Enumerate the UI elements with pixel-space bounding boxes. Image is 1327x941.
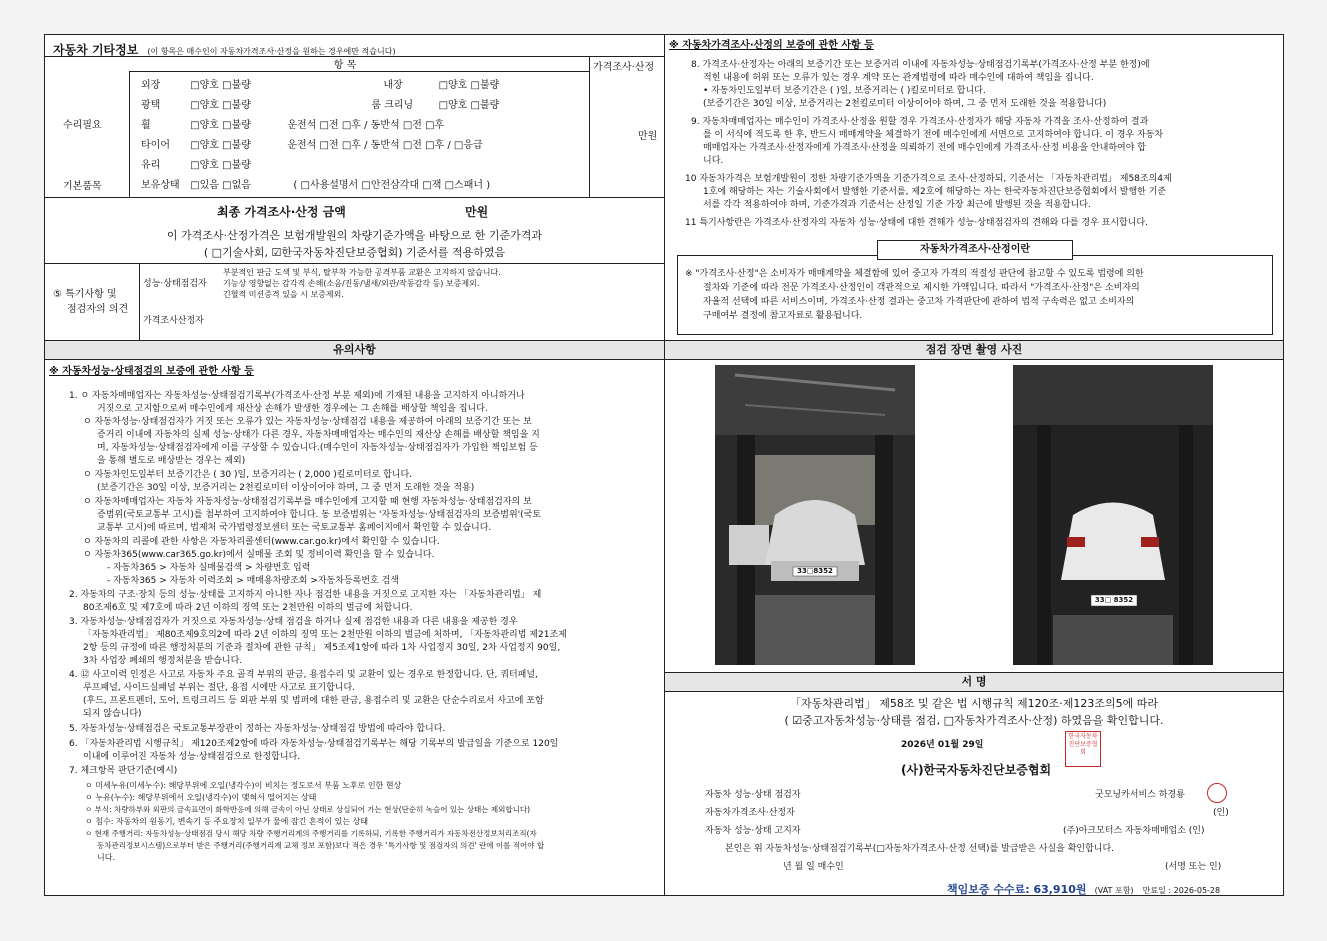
- notice-line: 7. 체크항목 판단기준(예시): [69, 766, 178, 776]
- right-top-section: [665, 35, 1283, 340]
- notice-line: 교통부 고시)에 따르며, 법제처 국가법령정보센터 또는 국토교통부 홈페이지에서 확인할 수 있습니다.: [97, 523, 492, 533]
- notice-line: 1. ㅇ 자동차매매업자는 자동차성능·상태점검기록부(가격조사·산정 부분 제외)에 기재된 내용을 고지하지 아니하거나: [69, 391, 525, 401]
- receipt-line: 본인은 위 자동차성능·상태점검기록부(□자동차가격조사·산정 선택)를 발급받은 사실을 확인합니다.: [725, 844, 1115, 854]
- notice-line: 이내에 이루어진 자동차 성능·상태점검으로 한정합니다.: [83, 752, 301, 762]
- buyer-line: 년 월 일 매수인: [783, 862, 844, 872]
- inspection-record-page: [44, 34, 1284, 896]
- check-row: [141, 79, 499, 92]
- notice-bar: 유의사항: [45, 341, 664, 360]
- check-row: [141, 99, 499, 112]
- criteria-line: 동차관리정보시스템)으로부터 받은 주행거리(주행거리계 교체 정보 포함)보다 적은 경우 '특기사항 및 점검자의 의견' 란에 이를 적어야 합: [97, 841, 545, 850]
- right-bottom-section: [665, 341, 1283, 895]
- guarantee-line: 9. 자동차매매업자는 매수인이 가격조사·산정을 원할 경우 가격조사·산정자가 해당 자동차 가격을 조사·산정하여 결과: [691, 117, 1149, 127]
- row-check[interactable]: □양호 □불량: [438, 80, 500, 91]
- row-check[interactable]: □양호 □불량: [190, 120, 251, 131]
- row-check[interactable]: □있음 □없음: [190, 180, 251, 191]
- criteria-line: ㅇ 미세누유(미세누수): 해당부위에 오일(냉각수)이 비치는 정도로서 부품 노후로 인한 현상: [85, 781, 402, 790]
- row-label: 보유상태: [141, 180, 180, 191]
- sign-line-2: ( ☑중고자동차성능·상태를 점검, □자동차가격조사·산정) 하였음을 확인합니다.: [784, 714, 1164, 727]
- notice-line: 4. ⑫ 사고이력 인정은 사고로 자동차 주요 골격 부위의 판금, 용접수리 및 교환이 있는 경우로 한정합니다. 단, 쿼터패널,: [69, 670, 538, 680]
- association-seal: [1065, 731, 1101, 767]
- notice-line: - 자동차365 > 자동차 이력조회 > 매매용차량조회 >자동차등록번호 검색: [107, 576, 399, 586]
- inspection-photo-rear: [1013, 365, 1213, 665]
- guarantee-line: 매매업자는 가격조사·산정자에게 가격조사·산정을 의뢰하기 전에 매수인에게 가격조사·산정 비용을 안내하여야 합: [703, 143, 1146, 153]
- row-label: 룸 크리닝: [371, 100, 414, 111]
- car-front-image: [715, 365, 915, 665]
- sig-value[interactable]: (주)아크모터스 자동차매매업소 (인): [1063, 826, 1205, 836]
- definition-line: 절차와 기준에 따라 전문 가격조사·산정인이 객관적으로 제시한 가액입니다. 따라서 "가격조사·산정"은 소비자의: [703, 283, 1140, 293]
- left-top-section: [45, 35, 664, 340]
- criteria-line: ㅇ 현재 주행거리: 자동차성능·상태점검 당시 해당 차량 주행거리계의 주행거리를 기록하되, 기록한 주행거리가 자동차전산정보처리조직(자: [85, 829, 537, 838]
- sig-label: 자동차 성능·상태 고지자: [705, 826, 801, 836]
- special-inspector-label: 성능·상태점검자: [143, 279, 207, 289]
- notice-line: 되지 않습니다): [83, 709, 142, 719]
- sig-value[interactable]: 굿모닝카서비스 하경룡: [1095, 790, 1185, 800]
- row-check[interactable]: □양호 □불량: [438, 100, 500, 111]
- repair-needed-label: 수리필요: [63, 120, 102, 131]
- left-bottom-section: [45, 341, 664, 895]
- guarantee-line: 니다.: [703, 156, 724, 166]
- price-definition-title: 자동차가격조사·산정이란: [877, 240, 1073, 260]
- sign-line-1: 「자동차관리법」 제58조 및 같은 법 시행규칙 제120조·제123조의5에 따라: [790, 697, 1158, 710]
- guarantee-line: • 자동차인도일부터 보증기간은 ( )일, 보증거리는 ( )킬로미터로 합니다.: [703, 86, 986, 96]
- special-appraiser-label: 가격조사산정자: [143, 316, 204, 326]
- col-header-price: 가격조사·산정: [593, 62, 655, 73]
- final-price-label: 최종 가격조사·산정 금액: [217, 205, 346, 219]
- criteria-line: ㅇ 부식: 차량하부와 외판의 금속표면이 화학반응에 의해 금속이 아닌 상태로 상실되어 가는 현상(단순히 녹슬어 있는 상태는 제외합니다): [85, 805, 530, 814]
- notice-line: 2항 등의 규정에 따른 행정처분의 기준과 절차에 관한 규칙」 제5조제1항에 따라 1차 사업정지 30일, 2차 사업정지 90일,: [83, 643, 561, 653]
- notice-line: ㅇ 자동차365(www.car365.go.kr)에서 실매물 조회 및 정비이력 확인을 할 수 있습니다.: [83, 550, 435, 560]
- row-check[interactable]: □양호 □불량: [190, 100, 251, 111]
- criteria-line: ㅇ 침수: 자동차의 원동기, 변속기 등 주요장치 일부가 물에 잠긴 흔적이 있는 상태: [85, 817, 369, 826]
- check-row: [141, 139, 483, 152]
- final-price-unit: 만원: [465, 205, 489, 219]
- sig-label: 자동차가격조사·산정자: [705, 808, 795, 818]
- notice-line: 2. 자동차의 구조·장치 등의 성능·상태를 고지하지 아니한 자나 점검한 내용을 거짓으로 고지한 자는 「자동차관리법」 제: [69, 590, 542, 600]
- car-rear-image: [1013, 365, 1213, 665]
- standard-line-1: 이 가격조사·산정가격은 보험개발원의 차량기준가액을 바탕으로 한 기준가격과: [166, 229, 543, 242]
- notice-line: (후드, 프론트펜더, 도어, 트렁크리드 등 외판 부위 및 범퍼에 대한 판금, 용접수리 및 교환은 단순수리로서 사고에 포함: [83, 696, 544, 706]
- guarantee-line: 를 이 서식에 적도록 한 후, 반드시 매매계약을 체결하기 전에 매수인에게 서면으로 고지하여야 합니다. 이 경우 자동차: [703, 130, 1164, 140]
- guarantee-line: (보증기간은 30일 이상, 보증거리는 2천킬로미터 이상이어야 하며, 그 중 먼저 도래한 것을 적용합니다): [703, 99, 1107, 109]
- photo-bar: 점검 장면 촬영 사진: [665, 341, 1283, 360]
- row-check[interactable]: 운전석 □전 □후 / 동반석 □전 □후: [287, 120, 445, 131]
- notice-line: ㅇ 자동차성능·상태점검자가 거짓 또는 오류가 있는 자동차성능·상태점검 내용을 제공하여 아래의 보증기간 또는 보: [83, 417, 532, 427]
- guarantee-line: 적힌 내용에 허위 또는 오류가 있는 경우 계약 또는 관계법령에 따라 매수인에 대하여 책임을 집니다.: [703, 73, 1094, 83]
- notice-line: ㅇ 자동차의 리콜에 관한 사항은 자동차리콜센터(www.car.go.kr)에서 확인할 수 있습니다.: [83, 537, 440, 547]
- row-check[interactable]: ( □사용설명서 □안전삼각대 □잭 □스패너 ): [293, 180, 491, 191]
- notice-line: 루프패널, 사이드실패널 부위는 절단, 용접 시에만 사고로 표기합니다.: [83, 683, 356, 693]
- notice-line: 증거리 이내에 자동차의 실제 성능·상태가 다른 경우, 자동차매매업자는 매수인의 재산상 손해를 배상할 책임을 지: [97, 430, 540, 440]
- basic-items-label: 기본품목: [63, 181, 102, 192]
- notice-line: - 자동차365 > 자동차 실매물검색 > 차량번호 입력: [107, 563, 311, 573]
- plate-front: 33□8352: [797, 567, 833, 575]
- notice-line: 5. 자동차성능·상태점검은 국토교통부장관이 정하는 자동차성능·상태점검 방법에 따라야 합니다.: [69, 724, 446, 734]
- notice-line: 며, 자동차성능·상태점검자에게 이를 구상할 수 있습니다.(매수인이 자동차성능·상태점검자가 가입한 책임보험 등: [97, 443, 538, 453]
- definition-line: 구매여부 결정에 참고자료로 활용됩니다.: [703, 311, 863, 321]
- inspection-photo-front: [715, 365, 915, 665]
- row-label: 내장: [383, 80, 403, 91]
- notice-line: (보증기간은 30일 이상, 보증거리는 2천킬로미터 이상이어야 하며, 그 중 먼저 도래한 것을 적용): [97, 483, 475, 493]
- notice-line: ㅇ 자동차매매업자는 자동차 자동차성능·상태점검기록부를 매수인에게 고지할 때 현행 자동차성능·상태점검자의 보: [83, 497, 532, 507]
- seal-text: 한국자동차진단보증협회: [1068, 733, 1098, 756]
- sig-value[interactable]: (인): [1213, 808, 1229, 818]
- col-header-item: 항 목: [333, 60, 357, 71]
- notice-line: 3차 사업장 폐쇄의 행정처분을 받습니다.: [83, 656, 243, 666]
- special-note-1: 부분적인 판금 도색 및 부식, 탈부착 가능한 공격부품 교환은 고지하지 않습니다.: [223, 268, 501, 277]
- notice-line: 증범위(국토교통부 고시)를 첨부하여 고지하여야 합니다. 동 보증범위는 '자동차성능·상태점검자의 보증범위'(국토: [97, 510, 542, 520]
- special-label-2: 점검자의 의견: [67, 304, 129, 315]
- special-label-1: ⑤ 특기사항 및: [53, 289, 117, 300]
- price-unit: 만원: [638, 131, 658, 142]
- notice-line: 80조제6호 및 제7호에 따라 2년 이하의 징역 또는 2천만원 이하의 벌금에 처합니다.: [83, 603, 413, 613]
- inspector-seal-icon: [1207, 783, 1227, 803]
- guarantee-line: 서를 각각 적용하여야 하며, 기준가격과 기준서는 산정일 기준 가장 최근에 발행된 것을 적용합니다.: [703, 200, 1091, 210]
- price-definition-box: [677, 255, 1273, 335]
- check-row: [141, 159, 251, 172]
- definition-line: ※ "가격조사·산정"은 소비자가 매매계약을 체결함에 있어 중고자 가격의 적절성 판단에 참고할 수 있도록 법령에 의한: [685, 269, 1144, 279]
- guarantee-line: 8. 가격조사·산정자는 아래의 보증기간 또는 보증거리 이내에 자동차성능·상태점검기록부(가격조사·산정 부분 한정)에: [691, 60, 1150, 70]
- notice-line: ㅇ 자동차인도일부터 보증기간은 ( 30 )일, 보증거리는 ( 2,000 )킬로미터로 합니다.: [83, 470, 413, 480]
- row-label: 휠: [141, 120, 151, 131]
- criteria-line: 니다.: [97, 853, 115, 862]
- fee-row: [947, 878, 1220, 897]
- sig-label: 자동차 성능·상태 점검자: [705, 790, 801, 800]
- row-label: 광택: [141, 100, 161, 111]
- row-check[interactable]: □양호 □불량: [190, 80, 251, 91]
- notice-title: ※ 자동차성능·상태점검의 보증에 관한 사항 등: [49, 366, 254, 377]
- special-note-3: 긴혈적 미션증격 있을 시 보증제외.: [223, 290, 344, 299]
- row-label: 유리: [141, 160, 161, 171]
- section-title: 자동차 기타정보: [53, 43, 139, 57]
- special-note-2: 기능상 영향없는 감각적 손해(소음/진동/냄새/외관/작동감각 등) 보증제외.: [223, 279, 480, 288]
- notice-line: 3. 자동차성능·상태점검자가 거짓으로 자동차성능·상태 점검을 하거나 실제 점검한 내용과 다른 내용을 제공한 경우: [69, 617, 518, 627]
- signature-bar: 서 명: [665, 673, 1283, 692]
- expiry-date: 만료일 : 2026-05-28: [1142, 886, 1221, 895]
- plate-rear: 33□ 8352: [1094, 596, 1134, 604]
- buyer-sign[interactable]: (서명 또는 인): [1165, 862, 1222, 872]
- row-check[interactable]: □양호 □불량: [190, 160, 251, 171]
- row-label: 타이어: [141, 140, 170, 151]
- notice-line: 거짓으로 고지함으로써 매수인에게 재산상 손해가 발생한 경우에는 그 손해를 배상할 책임을 집니다.: [97, 404, 488, 414]
- check-row: [141, 179, 490, 192]
- guarantee-line: 10 자동차가격은 보험개발원이 정한 차량기준가액을 기준가격으로 조사·산정하되, 기준서는 「자동차관리법」 제58조의4제: [685, 174, 1172, 184]
- notice-line: 6. 「자동차관리법 시행규칙」 제120조제2항에 따라 자동차성능·상태점검기록부는 해당 기록부의 발급일을 기준으로 120일: [69, 739, 559, 749]
- price-guarantee-title: ※ 자동차가격조사·산정의 보증에 관한 사항 등: [669, 40, 874, 51]
- guarantee-line: 1호에 해당하는 자는 기술사회에서 발행한 기준서를, 제2호에 해당하는 자는 한국자동차진단보증협회에서 발행한 기준: [703, 187, 1167, 197]
- association-name: (사)한국자동차진단보증협회: [901, 763, 1052, 777]
- section-note: (이 항목은 매수인이 자동차가격조사·산정을 원하는 경우에만 적습니다): [147, 47, 396, 56]
- standard-line-2: ( □기술사회, ☑한국자동차진단보증협회) 기준서를 적용하였음: [203, 246, 506, 259]
- definition-line: 자율적 선택에 따른 서비스이며, 가격조사·산정 결과는 중고차 가격판단에 관하여 법적 구속력은 없고 소비자의: [703, 297, 1135, 307]
- sign-date: 2026년 01월 29일: [901, 740, 984, 750]
- row-check[interactable]: 운전석 □전 □후 / 동반석 □전 □후 / □응급: [287, 140, 483, 151]
- notice-line: 「자동차관리법」 제80조제9호의2에 따라 2년 이하의 징역 또는 2천만원 이하의 벌금에 처하며, 「자동차관리법 제21조제: [83, 630, 567, 640]
- check-row: [141, 119, 444, 132]
- guarantee-line: 11 특기사항란은 가격조사·산정자의 자동차 성능·상태에 대한 견해가 성능·상태점검자의 견해와 다를 경우 표시합니다.: [685, 218, 1148, 228]
- fee-label: 책임보증 수수료: 63,910원: [947, 883, 1087, 896]
- criteria-line: ㅇ 누유(누수): 해당부위에서 오일(냉각수)이 맺혀서 떨어지는 상태: [85, 793, 317, 802]
- notice-line: 을 통해 별도로 배상받는 경우는 제외): [97, 456, 246, 466]
- fee-vat: (VAT 포함): [1094, 886, 1134, 895]
- row-label: 외장: [141, 80, 161, 91]
- row-check[interactable]: □양호 □불량: [190, 140, 251, 151]
